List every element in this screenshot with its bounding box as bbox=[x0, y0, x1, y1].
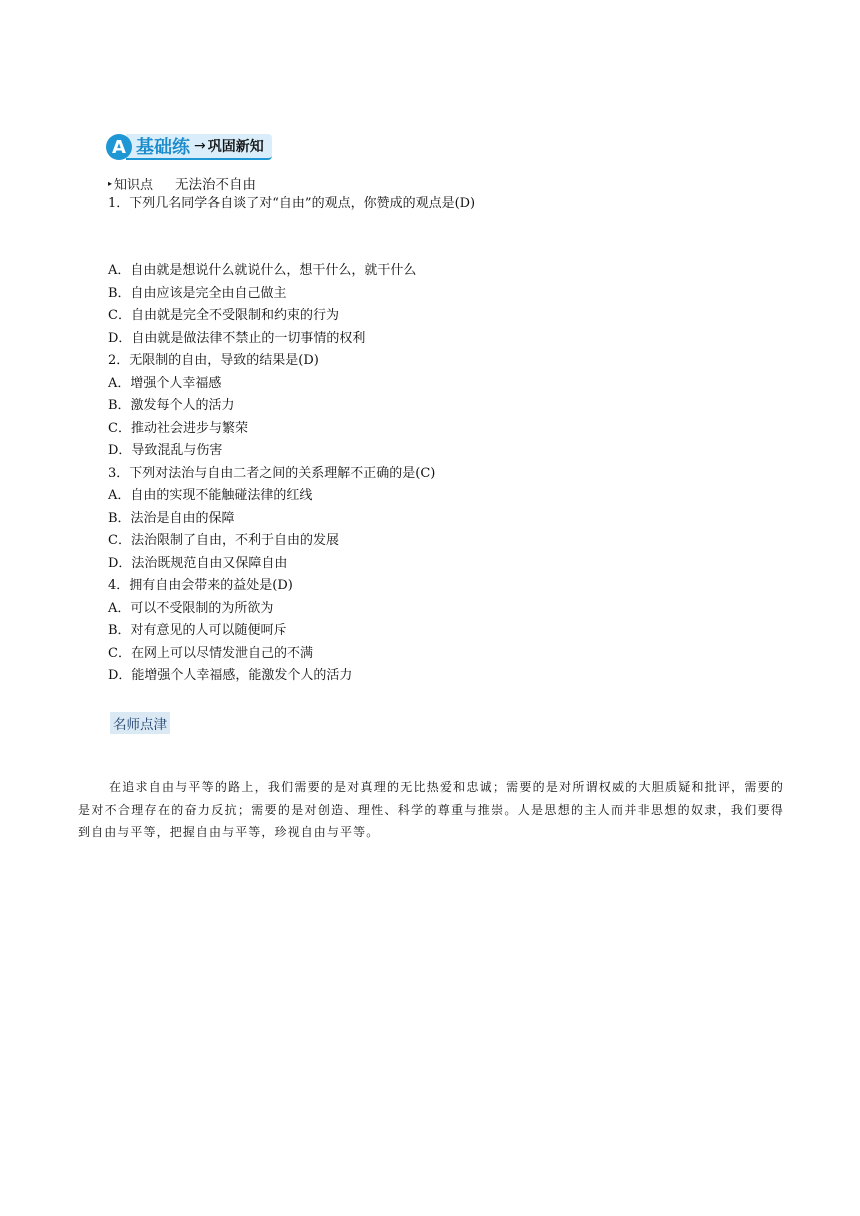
question-2-option-d: D．导致混乱与伤害 bbox=[108, 443, 223, 458]
question-2-stem: 2．无限制的自由，导致的结果是(D) bbox=[108, 353, 319, 368]
question-4-stem: 4．拥有自由会带来的益处是(D) bbox=[108, 578, 293, 593]
question-4-option-c: C．在网上可以尽情发泄自己的不满 bbox=[108, 646, 313, 661]
question-2-option-c: C．推动社会进步与繁荣 bbox=[108, 421, 248, 436]
question-1-option-c: C．自由就是完全不受限制和约束的行为 bbox=[108, 308, 339, 323]
question-3-option-a: A．自由的实现不能触碰法律的红线 bbox=[108, 488, 313, 503]
arrow-icon: → bbox=[194, 138, 206, 154]
question-2-option-b: B．激发每个人的活力 bbox=[108, 398, 235, 413]
section-title: 基础练 bbox=[136, 137, 190, 158]
tip-label: 名师点津 bbox=[110, 712, 170, 734]
question-1-option-b: B．自由应该是完全由自己做主 bbox=[108, 286, 287, 301]
knowledge-point-title: 无法治不自由 bbox=[175, 177, 257, 193]
question-2-option-a: A．增强个人幸福感 bbox=[108, 376, 222, 391]
section-subtitle: 巩固新知 bbox=[207, 139, 264, 155]
question-3-stem: 3．下列对法治与自由二者之间的关系理解不正确的是(C) bbox=[108, 466, 436, 481]
question-1-option-a: A．自由就是想说什么就说什么，想干什么，就干什么 bbox=[108, 263, 417, 278]
knowledge-point-label: 知识点 bbox=[114, 177, 154, 193]
question-1-option-d: D．自由就是做法律不禁止的一切事情的权利 bbox=[108, 331, 366, 346]
question-3-option-d: D．法治既规范自由又保障自由 bbox=[108, 556, 288, 571]
knowledge-point-heading bbox=[108, 173, 256, 193]
triangle-marker-icon: ▸ bbox=[108, 178, 113, 188]
question-4-option-a: A．可以不受限制的为所欲为 bbox=[108, 601, 274, 616]
banner-bar bbox=[126, 134, 272, 160]
question-4-option-b: B．对有意见的人可以随便呵斥 bbox=[108, 623, 287, 638]
question-4-option-d: D．能增强个人幸福感，能激发个人的活力 bbox=[108, 668, 353, 683]
tip-paragraph: 在追求自由与平等的路上，我们需要的是对真理的无比热爱和忠诚；需要的是对所谓权威的大胆质疑和批评，需要的是对不合理存在的奋力反抗；需要的是对创造、理性、科学的尊重与推崇。人是思想的主人而并非思想的奴隶，我们要得到自由与平等，把握自由与平等，珍视自由与平等。 bbox=[78, 780, 784, 839]
question-3-option-c: C．法治限制了自由，不利于自由的发展 bbox=[108, 533, 339, 548]
question-3-option-b: B．法治是自由的保障 bbox=[108, 511, 235, 526]
question-1-stem: 1．下列几名同学各自谈了对“自由”的观点，你赞成的观点是(D) bbox=[108, 196, 476, 211]
section-badge: A bbox=[106, 134, 132, 160]
section-banner bbox=[106, 132, 272, 162]
